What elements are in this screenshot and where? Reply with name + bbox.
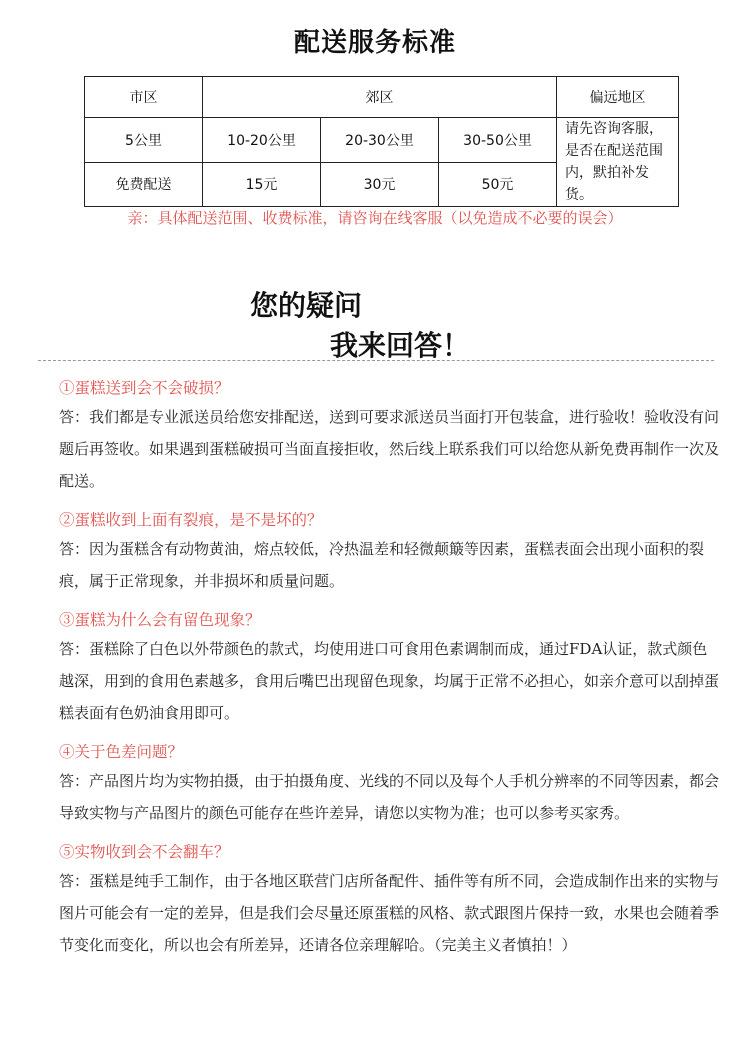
qa-question: ②蛋糕收到上面有裂痕，是不是坏的？ xyxy=(59,511,323,529)
qa-question: ③蛋糕为什么会有留色现象？ xyxy=(59,611,261,629)
qa-question: ④关于色差问题？ xyxy=(59,743,184,761)
qa-item xyxy=(59,839,719,961)
distance-cell: 20-30公里 xyxy=(321,118,439,163)
qa-item xyxy=(59,375,719,497)
qa-list xyxy=(59,375,719,971)
qa-question: ①蛋糕送到会不会破损？ xyxy=(59,379,230,397)
header-remote: 偏远地区 xyxy=(557,77,679,118)
qa-item xyxy=(59,607,719,729)
qa-answer: 答：我们都是专业派送员给您安排配送，送到可要求派送员当面打开包装盒，进行验收！验收没有问题后再签收。如果遇到蛋糕破损可当面直接拒收，然后线上联系我们可以给您从新免费再制作一次及配送。 xyxy=(59,408,720,490)
page-title: 配送服务标准 xyxy=(293,28,456,58)
qa-heading-line2: 我来回答！ xyxy=(330,329,471,362)
qa-item xyxy=(59,507,719,597)
qa-answer: 答：蛋糕除了白色以外带颜色的款式，均使用进口可食用色素调制而成，通过FDA认证，款式颜色越深，用到的食用色素越多，食用后嘴巴出现留色现象，均属于正常不必担心，如亲介意可以刮掉蛋糕表面有色奶油食用即可。 xyxy=(59,640,720,722)
qa-item xyxy=(59,739,719,829)
qa-answer: 答：产品图片均为实物拍摄，由于拍摄角度、光线的不同以及每个人手机分辨率的不同等因素，都会导致实物与产品图片的颜色可能存在些许差异，请您以实物为准；也可以参考买家秀。 xyxy=(59,772,720,822)
price-cell: 50元 xyxy=(439,162,557,207)
qa-answer: 答：因为蛋糕含有动物黄油，熔点较低，冷热温差和轻微颠簸等因素，蛋糕表面会出现小面积的裂痕，属于正常现象，并非损坏和质量问题。 xyxy=(59,540,705,590)
remote-note: 请先咨询客服，是否在配送范围内，默拍补发货。 xyxy=(557,118,679,207)
dashed-divider xyxy=(38,360,714,361)
header-suburb: 郊区 xyxy=(203,77,557,118)
distance-cell: 5公里 xyxy=(85,118,203,163)
table-row xyxy=(85,77,679,118)
price-cell: 30元 xyxy=(321,162,439,207)
header-city: 市区 xyxy=(85,77,203,118)
qa-heading-line1: 您的疑问 xyxy=(250,289,363,322)
price-cell: 免费配送 xyxy=(85,162,203,207)
table-row xyxy=(85,118,679,163)
distance-cell: 30-50公里 xyxy=(439,118,557,163)
qa-answer: 答：蛋糕是纯手工制作，由于各地区联营门店所备配件、插件等有所不同，会造成制作出来的实物与图片可能会有一定的差异，但是我们会尽量还原蛋糕的风格、款式跟图片保持一致，水果也会随着季节变化而变化，所以也会有所差异，还请各位亲理解哈。（完美主义者慎拍！） xyxy=(59,872,720,954)
delivery-notice: 亲：具体配送范围、收费标准，请咨询在线客服（以免造成不必要的误会） xyxy=(127,209,623,227)
qa-question: ⑤实物收到会不会翻车？ xyxy=(59,843,230,861)
distance-cell: 10-20公里 xyxy=(203,118,321,163)
delivery-standard-table xyxy=(84,76,679,207)
price-cell: 15元 xyxy=(203,162,321,207)
